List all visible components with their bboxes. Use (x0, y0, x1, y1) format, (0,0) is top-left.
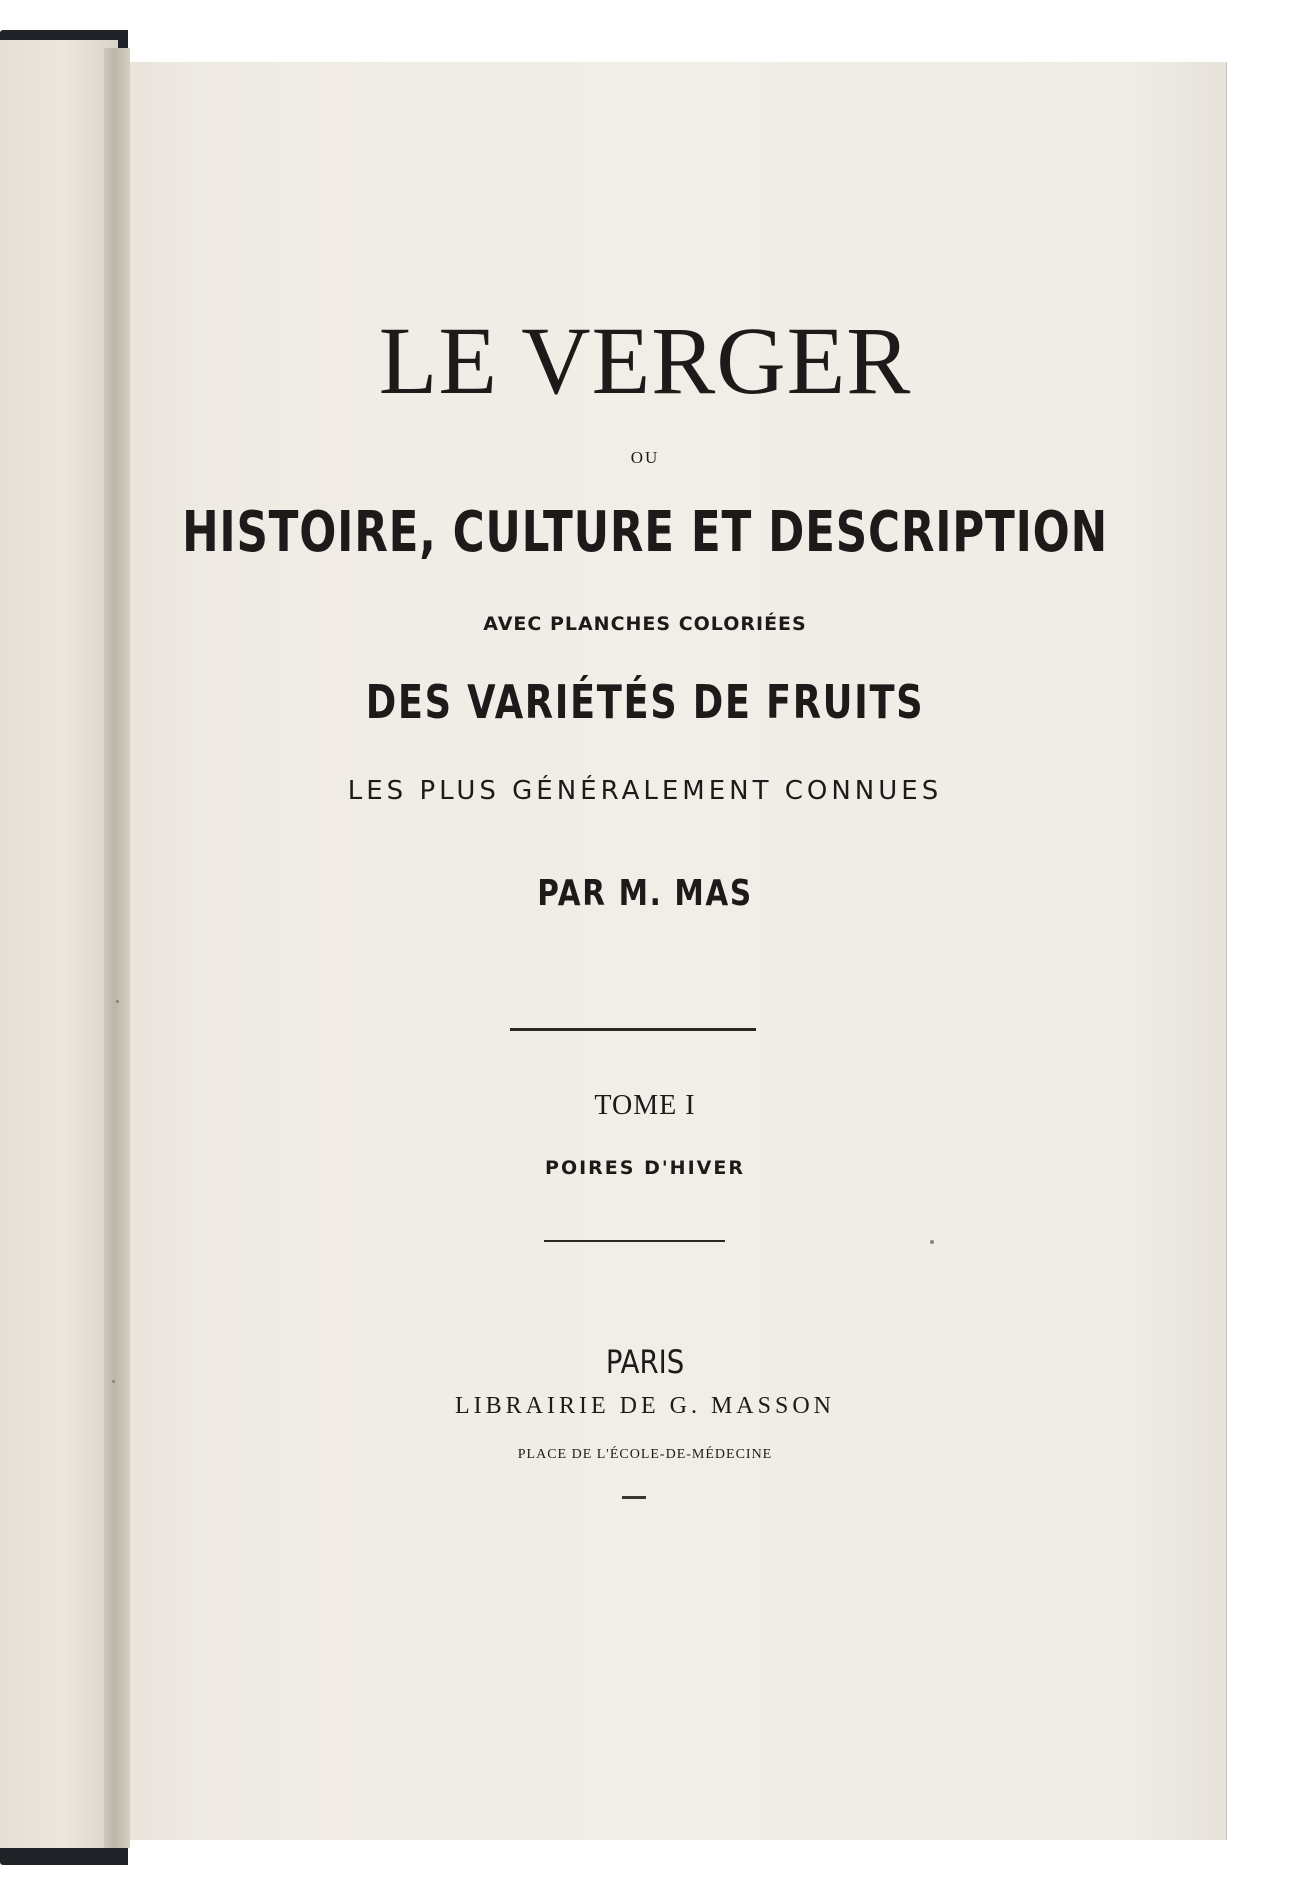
title-connector: OU (630, 448, 660, 467)
imprint-city: PARIS (605, 1343, 685, 1381)
volume-number: TOME I (594, 1090, 696, 1121)
closing-dash (622, 1496, 646, 1499)
divider-rule (510, 1028, 756, 1031)
subtitle: HISTOIRE, CULTURE ET DESCRIPTION (182, 500, 1108, 565)
imprint-address: PLACE DE L'ÉCOLE-DE-MÉDECINE (517, 1447, 773, 1462)
varieties-line: DES VARIÉTÉS DE FRUITS (365, 675, 925, 729)
author-line: PAR M. MAS (537, 873, 753, 914)
plates-note: AVEC PLANCHES COLORIÉES (483, 613, 807, 635)
varieties-note: LES PLUS GÉNÉRALEMENT CONNUES (347, 776, 943, 806)
paper-speck (116, 1000, 119, 1003)
divider-rule-short (544, 1240, 725, 1242)
imprint-publisher: LIBRAIRIE DE G. MASSON (454, 1393, 835, 1419)
paper-speck (112, 1380, 115, 1383)
main-title: LE VERGER (378, 307, 912, 414)
volume-subject: POIRES D'HIVER (545, 1157, 745, 1179)
paper-speck (930, 1240, 934, 1244)
